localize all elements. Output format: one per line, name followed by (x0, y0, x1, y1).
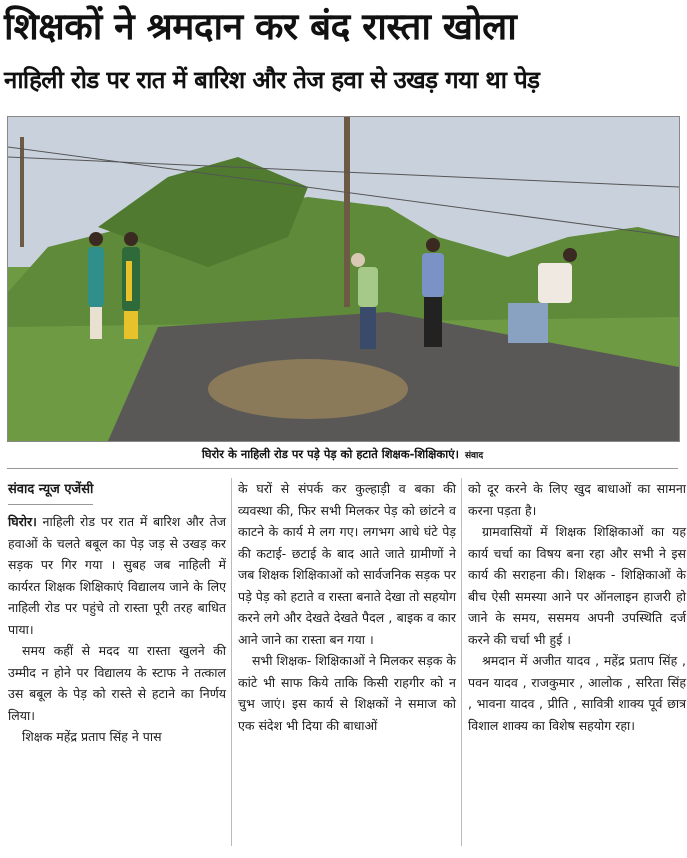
dateline: घिरोर। (8, 514, 37, 529)
teacher-woman-1 (88, 232, 104, 339)
utility-pole-left (20, 137, 24, 247)
article-column-1 (8, 478, 226, 748)
article-column-3 (468, 478, 686, 736)
utility-pole (344, 117, 350, 307)
paragraph: श्रमदान में अजीत यादव , महेंद्र प्रताप सिंह , पवन यादव , राजकुमार , आलोक , सरिता सिंह , भावना यादव , प्रीति , सावित्री शाक्य पूर्व छात्र विशाल शाक्य का विशेष सहयोग रहा। (468, 653, 686, 733)
subheadline: नाहिली रोड पर रात में बारिश और तेज हवा से उखड़ गया था पेड़ (4, 66, 540, 94)
photo-credit: संवाद (464, 451, 484, 461)
article-column-2 (238, 478, 456, 736)
teacher-man-2 (422, 238, 444, 347)
column-divider (461, 478, 462, 846)
photo-illustration (8, 117, 679, 441)
byline: संवाद न्यूज एजेंसी (8, 478, 93, 505)
paragraph: सभी शिक्षक- शिक्षिकाओं ने मिलकर सड़क के कांटे भी साफ किये ताकि किसी राहगीर को न चुभ जाएं। इस कार्य से शिक्षकों ने समाज को एक संदेश भी दिया की बाधाओं (238, 653, 456, 733)
paragraph: को दूर करने के लिए खुद बाधाओं का सामना करना पड़ता है। (468, 481, 686, 518)
column-divider (231, 478, 232, 846)
headline: शिक्षकों ने श्रमदान कर बंद रास्ता खोला (4, 5, 517, 48)
paragraph-text: नाहिली रोड पर रात में बारिश और तेज हवाओं के चलते बबूल का पेड़ जड़ से उखड़ कर सड़क पर गिर गया । सुबह जब नाहिली में कार्यरत शिक्षक शिक्षिकाएं विद्यालय जाने के लिए नाहिली रोड पर पहुंचे तो रास्ता पूरी तरह बाधित पाया। (8, 514, 226, 637)
paragraph (8, 511, 226, 640)
paragraph: शिक्षक महेंद्र प्रताप सिंह ने पास (22, 729, 162, 744)
caption-text: घिरोर के नाहिली रोड पर पड़े पेड़ को हटाते शिक्षक-शिक्षिकाएं। (201, 447, 459, 461)
section-divider (7, 468, 678, 469)
photo-caption (7, 442, 678, 466)
puddle (208, 359, 408, 419)
paragraph: ग्रामवासियों में शिक्षक शिक्षिकाओं का यह कार्य चर्चा का विषय बना रहा और सभी ने इस कार्य की सराहना की। शिक्षक - शिक्षिकाओं के बीच ऐसी समस्या आने पर ऑनलाइन हाजरी हो जाने के समय, ससमय अपनी उपस्थिति दर्ज करने की चर्चा भी हुई । (468, 524, 686, 647)
news-photo (7, 116, 680, 442)
paragraph: समय कहीं से मदद या रास्ता खुलने की उम्मीद न होने पर विद्यालय के स्टाफ ने तत्काल उस बबूल के पेड़ को रास्ते से हटाने का निर्णय लिया। (8, 643, 226, 723)
paragraph: के घरों से संपर्क कर कुल्हाड़ी व बका की व्यवस्था की, फिर सभी मिलकर पेड़ को छांटने व काटने के कार्य मे लग गए। लगभग आधे घंटे पेड़ की कटाई- छटाई के बाद आते जाते ग्रामीणों ने जब शिक्षक शिक्षिकाओं को सार्वजनिक सड़क पर पड़े पेड़ को हटाते व रास्ता बनाते देखा तो सहयोग करने लगे और देखते देखते पैदल , बाइक व कार आने जाने का रास्ता बन गया । (238, 481, 456, 647)
teacher-woman-2 (122, 232, 140, 339)
